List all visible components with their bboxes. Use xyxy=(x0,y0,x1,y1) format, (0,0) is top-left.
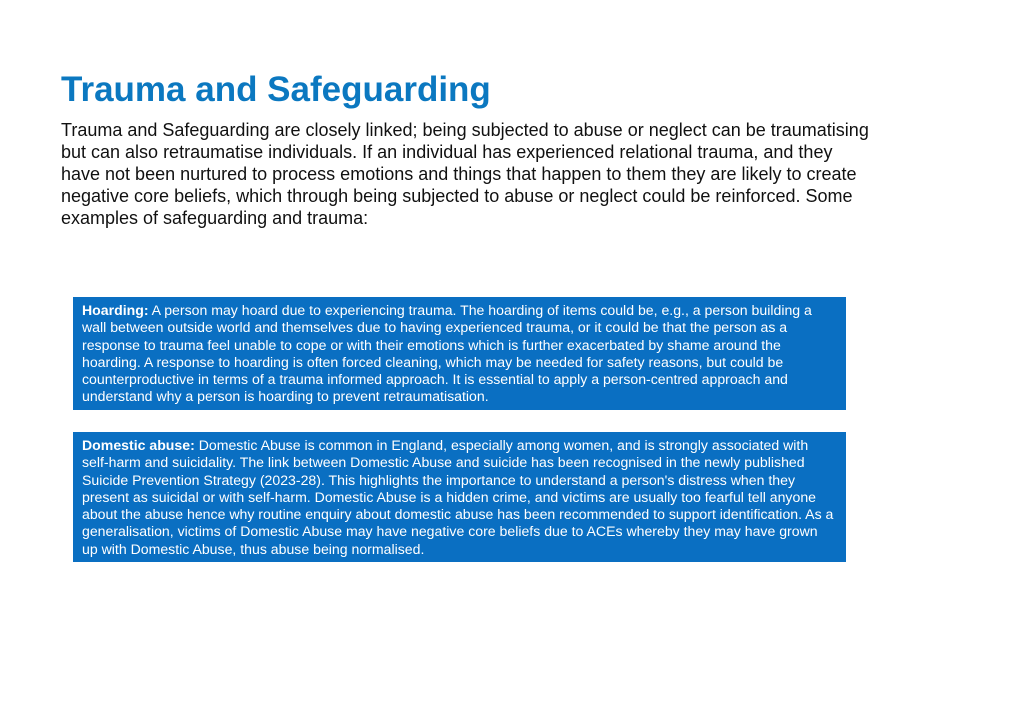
page-title: Trauma and Safeguarding xyxy=(61,70,491,109)
domestic-abuse-box xyxy=(73,432,846,562)
hoarding-box xyxy=(73,297,846,410)
intro-paragraph: Trauma and Safeguarding are closely linked; being subjected to abuse or neglect can be traumatising but can also retraumatise individuals. If an individual has experienced relational trauma, and they have not been nurtured to process emotions and things that happen to them they are likely to create negative core beliefs, which through being subjected to abuse or neglect could be reinforced. Some examples of safeguarding and trauma: xyxy=(61,120,869,228)
domestic-abuse-text: Domestic Abuse is common in England, especially among women, and is strongly associated with self-harm and suicidality. The link between Domestic Abuse and suicide has been recognised in the newly published Suicide Prevention Strategy (2023-28). This highlights the importance to understand a person's distress when they present as suicidal or with self-harm. Domestic Abuse is a hidden crime, and victims are usually too fearful tell anyone about the abuse hence why routine enquiry about domestic abuse has been recommended to support identification. As a generalisation, victims of Domestic Abuse may have negative core beliefs due to ACEs whereby they may have grown up with Domestic Abuse, thus abuse being normalised. xyxy=(82,437,834,557)
domestic-abuse-heading: Domestic abuse: xyxy=(82,437,195,453)
hoarding-text: A person may hoard due to experiencing trauma. The hoarding of items could be, e.g., a person building a wall between outside world and themselves due to having experienced trauma, or it could be that the person as a response to trauma feel unable to cope or with their emotions which is further exacerbated by shame around the hoarding. A response to hoarding is often forced cleaning, which may be needed for safety reasons, but could be counterproductive in terms of a trauma informed approach. It is essential to apply a person-centred approach and understand why a person is hoarding to prevent retraumatisation. xyxy=(82,302,812,405)
hoarding-heading: Hoarding: xyxy=(82,302,149,318)
